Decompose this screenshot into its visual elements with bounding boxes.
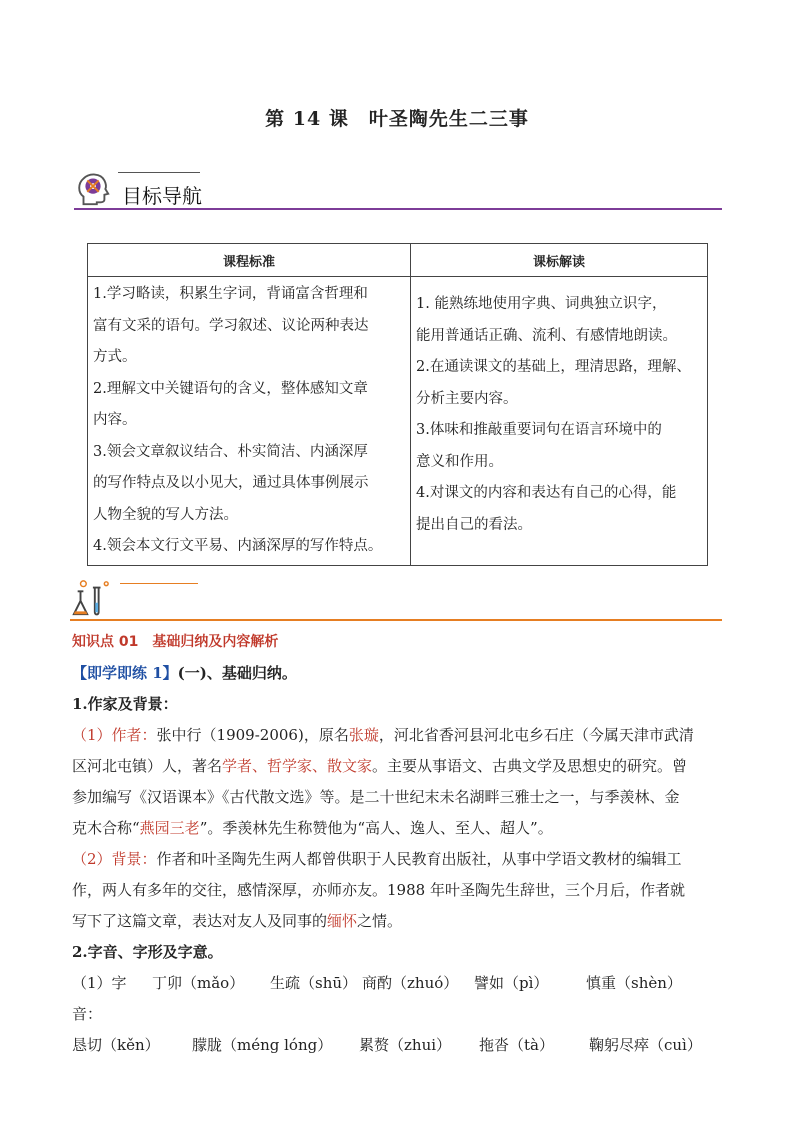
practice-line: [72, 658, 724, 689]
kp-title: 基础归纳及内容解析: [152, 634, 279, 650]
paragraph: [72, 720, 724, 751]
table-line: 内容。: [93, 412, 137, 428]
table-line: 1.学习略读，积累生字词，背诵富含哲理和: [93, 286, 368, 302]
table-line: 3.体味和推敲重要词句在语言环境中的: [416, 422, 662, 438]
text: 。主要从事语文、古典文学及思想史的研究。曾: [372, 757, 688, 775]
section-goal-nav: [74, 168, 722, 210]
interpretation-cell: [411, 277, 708, 566]
page-title: [0, 104, 794, 131]
flask-icon: [70, 578, 112, 618]
heading-author: 1.作家及背景：: [72, 695, 178, 713]
table-line: 提出自己的看法。: [416, 516, 532, 533]
text: 张中行（1909-2006)，原名: [156, 726, 349, 744]
pron-item: 慎重（shèn）: [586, 974, 682, 992]
standards-cell: [88, 277, 411, 566]
pron-label: （1）字音：: [72, 974, 127, 1023]
text: 克木合称“: [72, 819, 140, 837]
text: 写下了这篇文章，表达对友人及同事的: [72, 912, 328, 930]
highlight: 燕园三老: [139, 819, 200, 837]
text: ，河北省香河县河北屯乡石庄（今属天津市武清: [378, 726, 694, 744]
section-title: 目标导航: [122, 184, 202, 208]
practice-text: (一)、基础归纳。: [177, 664, 297, 682]
pronunciation-row: [72, 968, 724, 1030]
pron-item: 累赘（zhui）: [359, 1036, 452, 1054]
kp-number: 知识点 01: [72, 634, 139, 650]
pron-item: 丁卯（mǎo）: [152, 974, 245, 992]
pron-item: 鞠躬尽瘁（cuì）: [589, 1036, 702, 1054]
paragraph: 作，两人有多年的交往，感情深厚，亦师亦友。1988 年叶圣陶先生辞世，三个月后，作者就: [72, 881, 685, 899]
table-line: 能用普通话正确、流利、有感情地朗读。: [416, 327, 677, 344]
table-line: 人物全貌的写人方法。: [93, 506, 238, 523]
table-line: 分析主要内容。: [416, 390, 518, 407]
label-background: （2）背景：: [72, 850, 157, 868]
practice-tag: 【即学即练 1】: [72, 664, 178, 682]
knowledge-content: [72, 627, 724, 1061]
table-line: 4.对课文的内容和表达有自己的心得，能: [416, 485, 677, 501]
highlight: 张璇: [348, 726, 379, 744]
text: ”。季羡林先生称赞他为“高人、逸人、至人、超人”。: [199, 819, 553, 837]
text: 之情。: [357, 912, 403, 930]
paragraph: [72, 844, 724, 875]
text: 作者和叶圣陶先生两人都曾供职于人民教育出版社，从事中学语文教材的编辑工: [156, 850, 682, 868]
paragraph: [72, 751, 724, 782]
lesson-number: 第 14 课: [265, 108, 349, 130]
table-line: 1. 能熟练地使用字典、词典独立识字，: [416, 296, 667, 312]
pronunciation-row: [72, 1030, 724, 1061]
pron-item: 恳切（kěn）: [72, 1036, 160, 1054]
paragraph: 参加编写《汉语课本》《古代散文选》等。是二十世纪末未名湖畔三雅士之一，与季羡林、金: [72, 788, 680, 806]
highlight: 缅怀: [327, 912, 358, 930]
section-knowledge: [70, 578, 722, 622]
table-line: 意义和作用。: [416, 453, 503, 470]
table-header: 课标解读: [411, 244, 708, 277]
pron-item: 商酌（zhuó）: [362, 974, 459, 992]
table-line: 方式。: [93, 349, 137, 365]
text: 区河北屯镇）人，著名: [72, 757, 223, 775]
lesson-name: 叶圣陶先生二三事: [368, 108, 529, 130]
table-line: 2.理解文中关键语句的含义，整体感知文章: [93, 380, 368, 397]
pron-item: 譬如（pì）: [474, 974, 549, 992]
pron-item: 朦胧（méng lóng）: [192, 1036, 333, 1054]
table-line: 富有文采的语句。学习叙述、议论两种表达: [93, 317, 369, 334]
highlight: 学者、哲学家、散文家: [222, 757, 373, 775]
pron-item: 拖沓（tà）: [479, 1036, 554, 1054]
knowledge-point-heading: [72, 627, 724, 658]
curriculum-table: [87, 243, 708, 566]
table-line: 的写作特点及以小见大，通过具体事例展示: [93, 475, 369, 491]
paragraph: [72, 906, 724, 937]
table-header: 课程标准: [88, 244, 411, 277]
pron-item: 生疏（shū）: [270, 974, 358, 992]
brain-gear-icon: [74, 170, 112, 208]
table-line: 4.领会本文行文平易、内涵深厚的写作特点。: [93, 538, 383, 554]
table-line: 3.领会文章叙议结合、朴实简洁、内涵深厚: [93, 443, 368, 460]
heading-pronunciation: 2.字音、字形及字意。: [72, 943, 223, 961]
label-author: （1）作者：: [72, 726, 157, 744]
table-line: 2.在通读课文的基础上，理清思路，理解、: [416, 359, 691, 375]
paragraph: [72, 813, 724, 844]
